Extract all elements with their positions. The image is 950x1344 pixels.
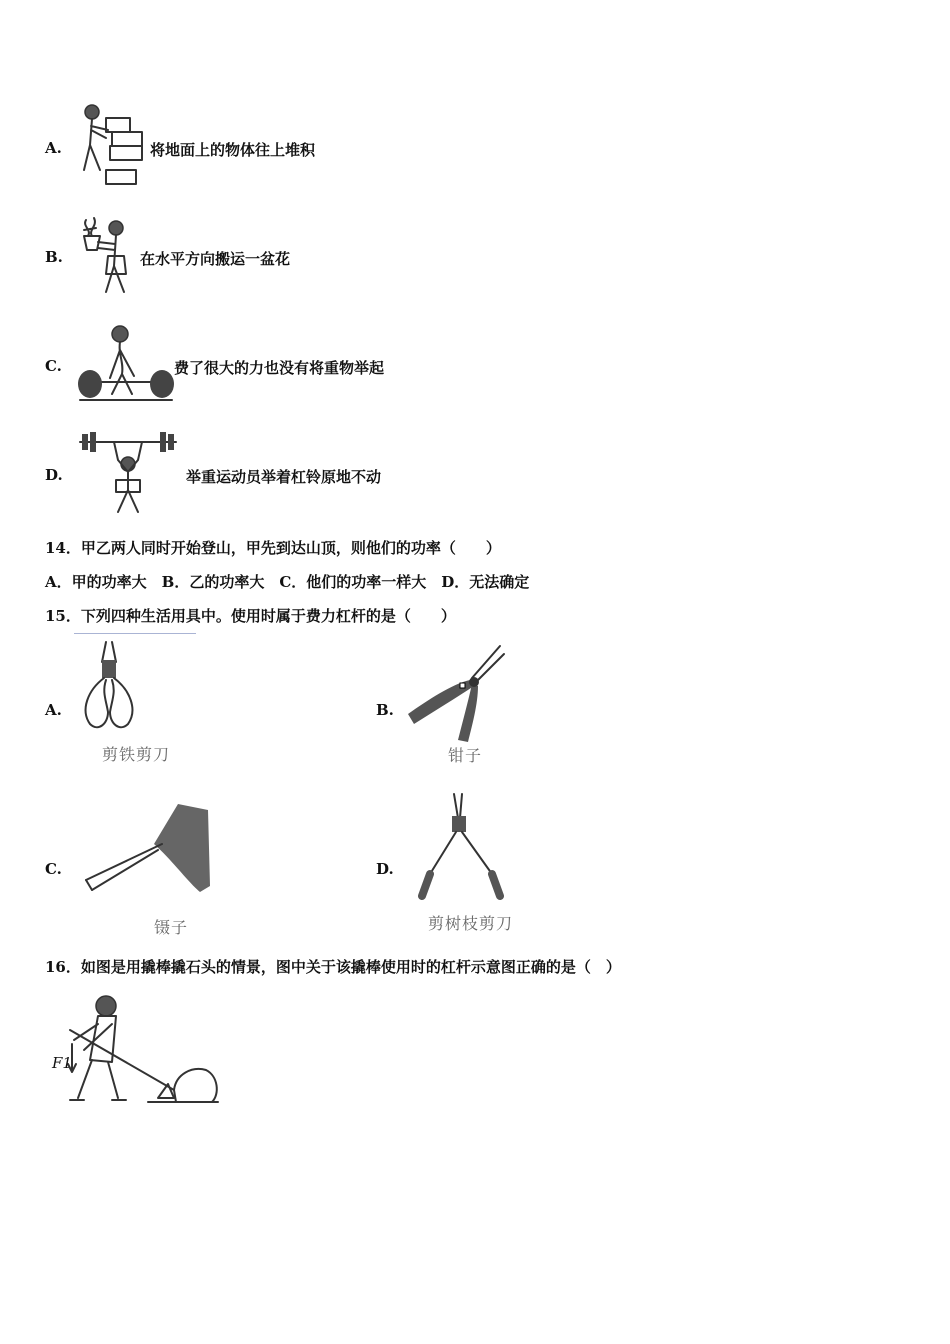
option-caption: 镊子 — [154, 918, 189, 937]
option-caption: 剪树枝剪刀 — [428, 914, 514, 933]
option-label: A. — [45, 139, 62, 157]
person-prying-rock-with-crowbar-icon — [48, 990, 220, 1108]
option-text: 费了很大的力也没有将重物举起 — [174, 359, 385, 377]
option-label: C. — [45, 860, 62, 878]
option-label: D. — [376, 860, 394, 878]
option-caption: 钳子 — [448, 746, 483, 765]
question-stem: 16．如图是用撬棒撬石头的情景，图中关于该撬棒使用时的杠杆示意图正确的是（ ） — [45, 958, 621, 976]
question-stem: 15．下列四种生活用具中。使用时属于费力杠杆的是（ ） — [45, 607, 456, 625]
pliers-icon — [402, 640, 506, 746]
option-label: D. — [45, 466, 63, 484]
option-label: B. — [376, 701, 394, 719]
weightlifter-holding-barbell-icon — [76, 432, 186, 518]
option-label: B. — [45, 248, 63, 266]
options-line: A．甲的功率大 B．乙的功率大 C．他们的功率一样大 D．无法确定 — [45, 573, 530, 591]
option-text: 举重运动员举着杠铃原地不动 — [186, 468, 382, 486]
question-stem: 14．甲乙两人同时开始登山，甲先到达山顶，则他们的功率（ ） — [45, 539, 501, 557]
person-carrying-flowerpot-icon — [78, 216, 136, 298]
tweezers-icon — [78, 800, 214, 900]
option-label: A. — [45, 701, 62, 719]
option-text: 将地面上的物体往上堆积 — [150, 141, 316, 159]
person-stacking-boxes-icon — [76, 100, 148, 190]
tin-snips-icon — [80, 640, 140, 732]
person-failing-to-lift-weight-icon — [76, 322, 176, 406]
option-text: 在水平方向搬运一盆花 — [140, 250, 291, 268]
option-caption: 剪铁剪刀 — [102, 745, 171, 764]
pruning-shears-icon — [414, 792, 514, 902]
option-label: C. — [45, 357, 62, 375]
force-label: F1 — [52, 1054, 72, 1072]
divider — [74, 633, 196, 634]
